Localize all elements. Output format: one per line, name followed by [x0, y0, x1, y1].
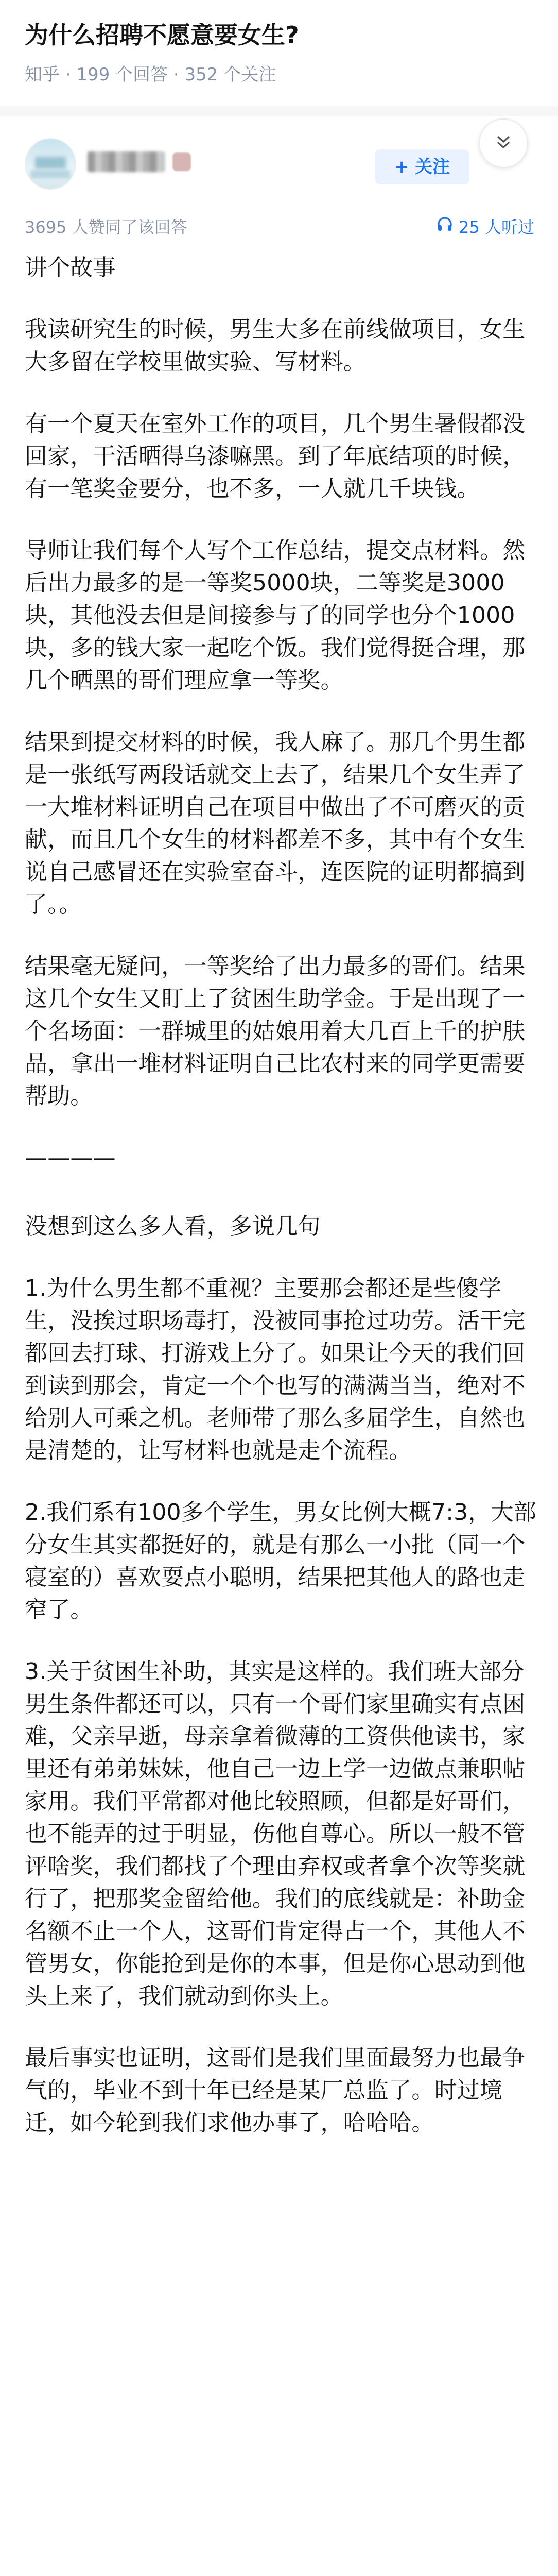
header-divider [0, 106, 558, 116]
answer-body [25, 251, 539, 2168]
author-row [0, 129, 558, 196]
answer-paragraph: 有一个夏天在室外工作的项目，几个男生暑假都没回家，干活晒得乌漆嘛黑。到了年底结项的时候，有一笔奖金要分，也不多，一人就几千块钱。 [25, 411, 526, 502]
agree-count: 3695 人赞同了该回答 [25, 217, 187, 237]
answer-paragraph: 导师让我们每个人写个工作总结，提交点材料。然后出力最多的是一等奖5000块，二等奖是3000块，其他没去但是间接参与了的同学也分个1000块，多的钱大家一起吃个饭。我们觉得挺合理，那几个晒黑的哥们理应拿一等奖。 [25, 537, 526, 693]
question-header [0, 0, 558, 108]
listen-count: 25 人听过 [459, 217, 534, 237]
follow-button[interactable]: + 关注 [375, 149, 469, 184]
author-name[interactable] [88, 151, 165, 172]
answer-paragraph: 讲个故事 [25, 255, 116, 281]
answer-paragraph: 我读研究生的时候，男生大多在前线做项目，女生大多留在学校里做实验、写材料。 [25, 316, 526, 375]
question-meta: 知乎 · 199 个回答 · 352 个关注 [25, 64, 276, 85]
headphone-icon [436, 215, 454, 239]
answer-paragraph: 没想到这么多人看，多说几句 [25, 1213, 321, 1240]
author-badge-icon [172, 152, 191, 171]
answer-paragraph: 最后事实也证明，这哥们是我们里面最努力也最争气的，毕业不到十年已经是某厂总监了。时过境迁，如今轮到我们求他办事了，哈哈哈。 [25, 2045, 526, 2136]
answer-paragraph: 1.为什么男生都不重视？主要那会都还是些傻学生，没挨过职场毒打，没被同事抢过功劳。活干完都回去打球、打游戏上分了。如果让今天的我们回到读到那会，肯定一个个也写的满满当当，绝对不给别人可乘之机。老师带了那么多届学生，自然也是清楚的，让写材料也就是走个流程。 [25, 1275, 526, 1464]
section-divider: ———— [25, 1145, 116, 1171]
answer-paragraph: 结果到提交材料的时候，我人麻了。那几个男生都是一张纸写两段话就交上去了，结果几个女生弄了一大堆材料证明自己在项目中做出了不可磨灭的贡献，而且几个女生的材料都差不多，其中有个女生说自己感冒还在实验室奋斗，连医院的证明都搞到了。。 [25, 729, 526, 918]
answer-stats [25, 215, 534, 239]
answer-paragraph: 3.关于贫困生补助，其实是这样的。我们班大部分男生条件都还可以，只有一个哥们家里确实有点困难，父亲早逝，母亲拿着微薄的工资供他读书，家里还有弟弟妹妹，他自己一边上学一边做点兼职帖家用。我们平常都对他比较照顾，但都是好哥们，也不能弄的过于明显，伤他自尊心。所以一般不管评啥奖，我们都找了个理由弃权或者拿个次等奖就行了，把那奖金留给他。我们的底线就是：补助金名额不止一个人，这哥们肯定得占一个，其他人不管男女，你能抢到是你的本事，但是你心思动到他头上来了，我们就动到你头上。 [25, 1658, 526, 2009]
avatar[interactable] [25, 138, 76, 190]
answer-paragraph: 结果毫无疑问，一等奖给了出力最多的哥们。结果这几个女生又盯上了贫困生助学金。于是出现了一个名场面：一群城里的姑娘用着大几百上千的护肤品，拿出一堆材料证明自己比农村来的同学更需要帮助。 [25, 953, 526, 1109]
answer-paragraph: 2.我们系有100多个学生，男女比例大概7:3，大部分女生其实都挺好的，就是有那么一小批（同一个寝室的）喜欢耍点小聪明，结果把其他人的路也走窄了。 [25, 1499, 536, 1623]
listen-button[interactable] [436, 215, 534, 239]
question-title[interactable]: 为什么招聘不愿意要女生? [25, 21, 299, 49]
